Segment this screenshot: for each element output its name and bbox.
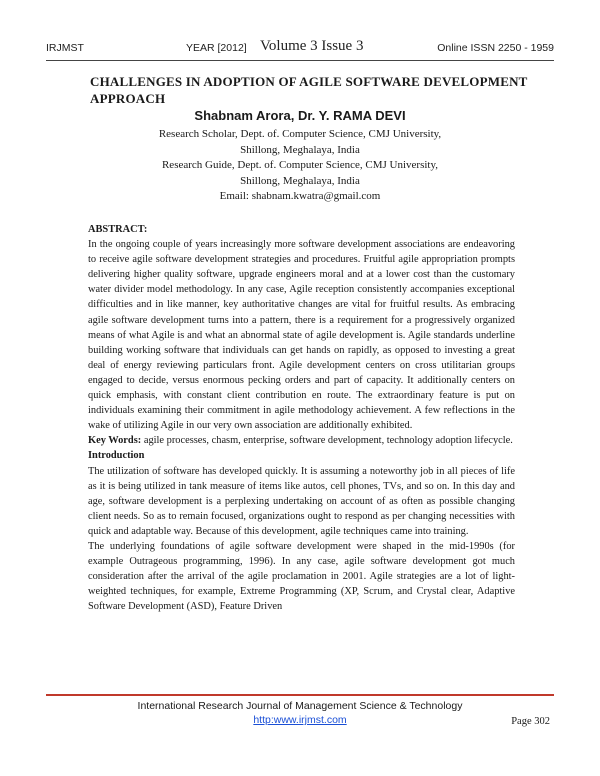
introduction-heading: Introduction [88,450,145,462]
affiliation-line: Research Scholar, Dept. of. Computer Science, CMJ University, [158,128,442,140]
paper-title: CHALLENGES IN ADOPTION OF AGILE SOFTWARE DEVELOPMENT APPROACH [90,74,528,106]
keywords-text: agile processes, chasm, enterprise, software development, technology adoption lifecycle. [143,435,513,447]
header-volume-issue: Volume 3 Issue 3 [260,38,364,54]
abstract-text: In the ongoing couple of years increasingly more software development associations are endeavoring to receive agile software development strategies and procedures. Fruitful agile appropriation prompts delivering higher quality software, upgrade engineers moral and at a lower cost than the customary water divider model methodology. In any case, Agile reception consistently accompanies exceptional difficulties and in like manner, key authoritative changes are vital for fruitful results. As embracing agile software development turns into a pattern, there is a requirement for a progressively organized means of what Agile is and what an abnormal state of agile development is. Agile standards underline building working software that individuals can get hands on rapidly, as opposed to investing a great deal of energy reviewing particulars front. Agile development centers on cross utilitarian groups engaged to decide, versus enormous pecking orders and part of capacity. It additionally centers on quick emphasis, with constant client contribution en route. The extraordinary feature is put on individuals examining their commitment in agile methodology achievement. A few reflections in the wake of utilizing Agile in our very own association are additionally exhibited. [88,239,515,432]
footer-link[interactable]: http:www.irjmst.com [253,714,347,726]
affiliation-line: Research Guide, Dept. of. Computer Science, CMJ University, [161,159,439,171]
paper-authors: Shabnam Arora, Dr. Y. RAMA DEVI [194,108,406,123]
keywords-label: Key Words: [88,435,142,447]
introduction-paragraph: The underlying foundations of agile software development were shaped in the mid-1990s (for example Outrageous programming, 1996). In any case, agile software development got much consideration after the arrival of the agile proclamation in 2001. Agile strategies are a lot of light-weighted techniques, for example, Extreme Programming (XP, Scrum, and Crystal clear, Adaptive Software Development (ASD), Feature Driven [88,540,515,613]
paper-body [88,222,515,614]
abstract-heading: ABSTRACT: [88,224,148,235]
footer-rule [46,694,554,696]
introduction-paragraph: The utilization of software has developed quickly. It is assuming a noteworthy job in all pieces of life as it is being utilized in tank measure of items like autos, cell phones, TVs, and so on. In this day and age, software development is a perplexing undertaking on account of as often as possible changing client needs. So as to remain focused, organizations ought to respond as per changing necessities with quick and adaptable way. Because of this development, agile techniques came into training. [88,465,515,537]
page-number: Page 302 [511,716,550,727]
affiliation-line: Shillong, Meghalaya, India [240,143,360,156]
header-issn: Online ISSN 2250 - 1959 [437,42,554,54]
keywords [88,433,515,448]
affiliation-line: Shillong, Meghalaya, India [240,174,360,187]
header-rule [46,60,554,61]
author-email: Email: shabnam.kwatra@gmail.com [219,190,381,202]
header-year: YEAR [2012] [186,42,247,54]
footer-journal-name: International Research Journal of Management Science & Technology [137,700,463,712]
running-header [46,38,554,58]
affiliations [0,127,600,205]
header-journal-abbr: IRJMST [46,42,84,54]
